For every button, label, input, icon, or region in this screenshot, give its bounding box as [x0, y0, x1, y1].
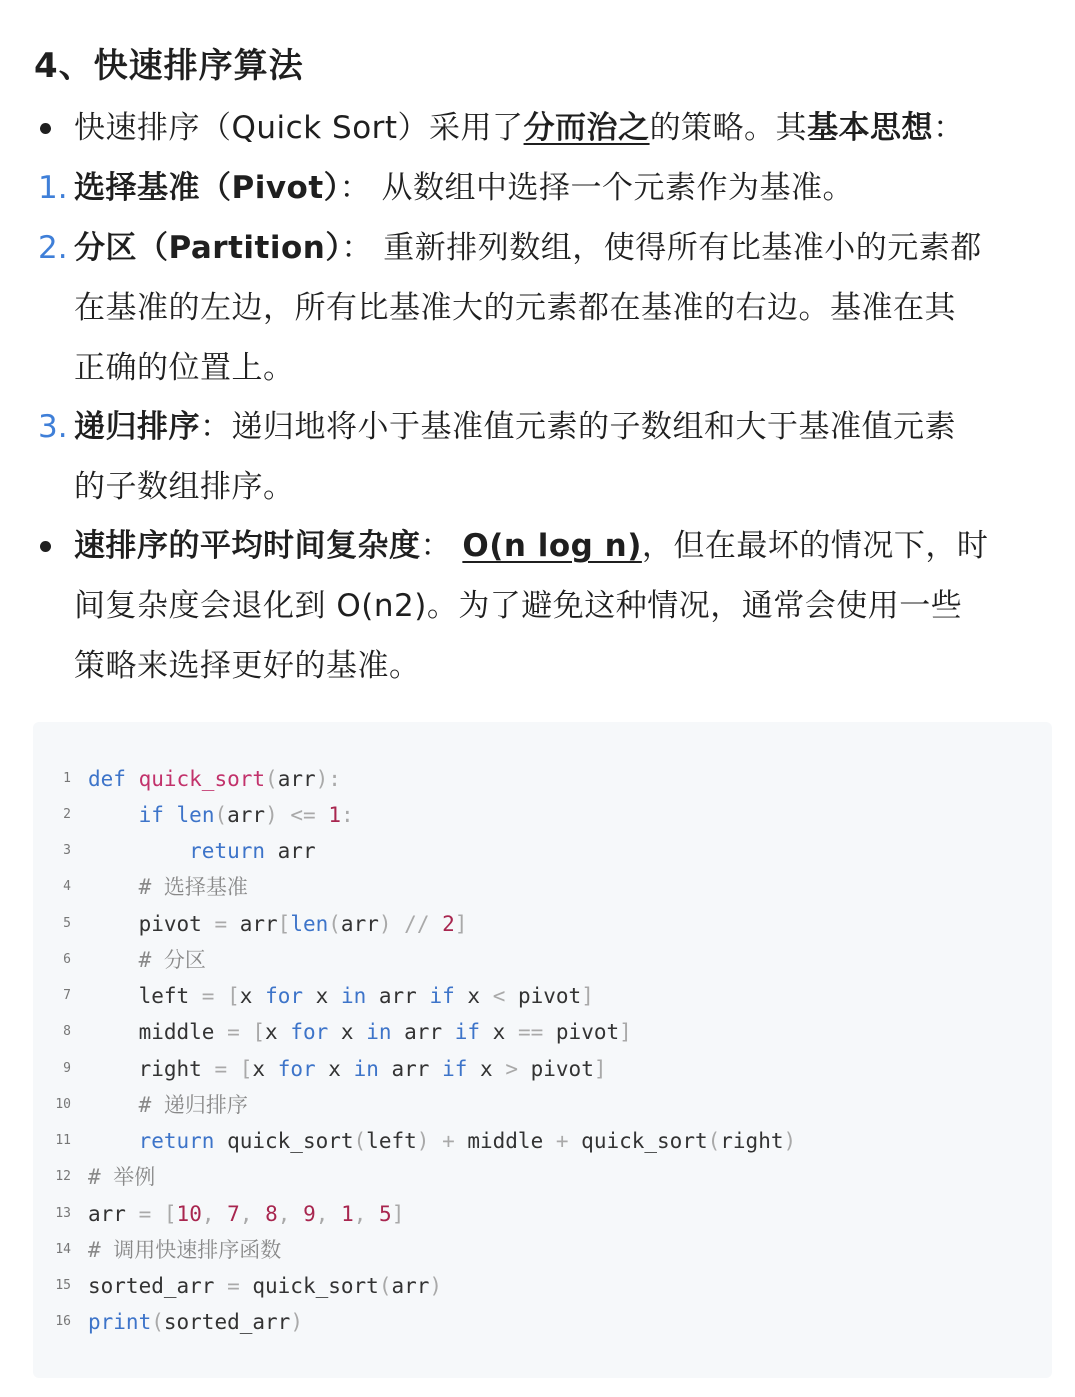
code-text: # 选择基准: [138, 875, 248, 899]
step-title: 选择基准（Pivot）: [74, 170, 340, 206]
line-number: 10: [55, 1097, 71, 1112]
code-line: [33, 1123, 1052, 1159]
line-number: 4: [63, 879, 71, 894]
code-line: [33, 1304, 1052, 1340]
code-line: [33, 1159, 1052, 1195]
code-line: [33, 833, 1052, 869]
code-line: [33, 978, 1052, 1014]
code-line: [33, 1196, 1052, 1232]
code-line: [33, 942, 1052, 978]
code-line: [33, 906, 1052, 942]
code-text: print(sorted_arr): [88, 1310, 303, 1334]
code-line: [33, 797, 1052, 833]
line-number: 16: [55, 1314, 71, 1329]
divide-conquer-term: 分而治之: [523, 110, 650, 146]
step-title: 分区（Partition）: [74, 230, 342, 266]
article: 4、快速排序算法 快速排序（Quick Sort）采用了分而治之的策略。其基本思想： 1. 选择基准（Pivot）： 从数组中选择一个元素作为基准。 2. 分区（Partition）： 重新排列数组，使得所有比基准小的元素都 在基准的左边，所有比基准大的元素都在基准的右边。基准在其 正确的位置上。 3. 递归排序：递归地将小于基准值元素的子数组和大于基准值元素 的子数组排序。 速排序的平均时间复杂度： O(n log n)，但在最坏的情况下，时 间复杂度会退化到 O(n2)。为了避免这种情况，通常会使用一些 策略来选择更好的基准。 1 def quick_sort(arr): 2 if len(arr) <= 1: 3 return arr 4 # 选择基准 5 pivot = arr[len(arr) // 2] 6 # 分区 7 left = [x for x in arr if x < pivot] 8 middle = [x for x in arr if x == pivot] 9 right = [x for x in arr if x > pivot] 10 # 递归排序 11 return quick_sort(left) + middle + quick_sort(right) 12 # 举例 13 arr = [10, 7, 8, 9, 1, 5] 14 # 调用快速排序函数 15 sorted_arr = quick_sort(arr) 16 print(sorted_arr): [0, 0, 1075, 1397]
code-text: # 递归排序: [138, 1093, 248, 1117]
code-line: [33, 869, 1052, 905]
line-number: 3: [63, 843, 71, 858]
code-line: [33, 1051, 1052, 1087]
code-text: left = [x for x in arr if x < pivot]: [88, 984, 594, 1008]
line-number: 15: [55, 1278, 71, 1293]
code-text: return quick_sort(left) + middle + quick_sort(right): [138, 1129, 797, 1153]
code-line: [33, 761, 1052, 797]
step-number: 3.: [38, 409, 68, 445]
complexity-title: 速排序的平均时间复杂度: [74, 528, 421, 564]
bullet-dot-icon: [40, 541, 51, 552]
line-number: 8: [63, 1024, 71, 1039]
code-line: [33, 1014, 1052, 1050]
line-number: 13: [55, 1206, 71, 1221]
code-text: # 调用快速排序函数: [88, 1238, 282, 1262]
code-text: if len(arr) <= 1:: [138, 803, 354, 827]
section-heading: 4、快速排序算法: [34, 46, 304, 86]
code-text: middle = [x for x in arr if x == pivot]: [88, 1020, 632, 1044]
code-line: [33, 1268, 1052, 1304]
intro-text: 快速排序（Quick Sort）采用了分而治之的策略。其基本思想：: [74, 110, 965, 146]
step-number: 2.: [38, 230, 68, 266]
line-number: 1: [63, 771, 71, 786]
line-number: 9: [63, 1061, 71, 1076]
step-title: 递归排序: [74, 409, 200, 445]
code-text: def quick_sort(arr):: [88, 767, 341, 791]
code-block: [33, 722, 1052, 1378]
code-text: right = [x for x in arr if x > pivot]: [88, 1057, 607, 1081]
step-number: 1.: [38, 170, 68, 206]
code-text: arr = [10, 7, 8, 9, 1, 5]: [88, 1202, 405, 1226]
line-number: 7: [63, 988, 71, 1003]
code-text: sorted_arr = quick_sort(arr): [88, 1274, 443, 1298]
complexity-value: O(n log n): [462, 528, 642, 564]
line-number: 11: [55, 1133, 71, 1148]
code-line: [33, 1232, 1052, 1268]
code-text: pivot = arr[len(arr) // 2]: [88, 912, 468, 936]
line-number: 5: [63, 916, 71, 931]
line-number: 2: [63, 807, 71, 822]
code-text: return arr: [189, 839, 316, 863]
code-text: # 举例: [88, 1165, 156, 1189]
code-text: # 分区: [138, 948, 206, 972]
line-number: 14: [55, 1242, 71, 1257]
code-line: [33, 1087, 1052, 1123]
line-number: 12: [55, 1169, 71, 1184]
line-number: 6: [63, 952, 71, 967]
bullet-dot-icon: [40, 123, 51, 134]
